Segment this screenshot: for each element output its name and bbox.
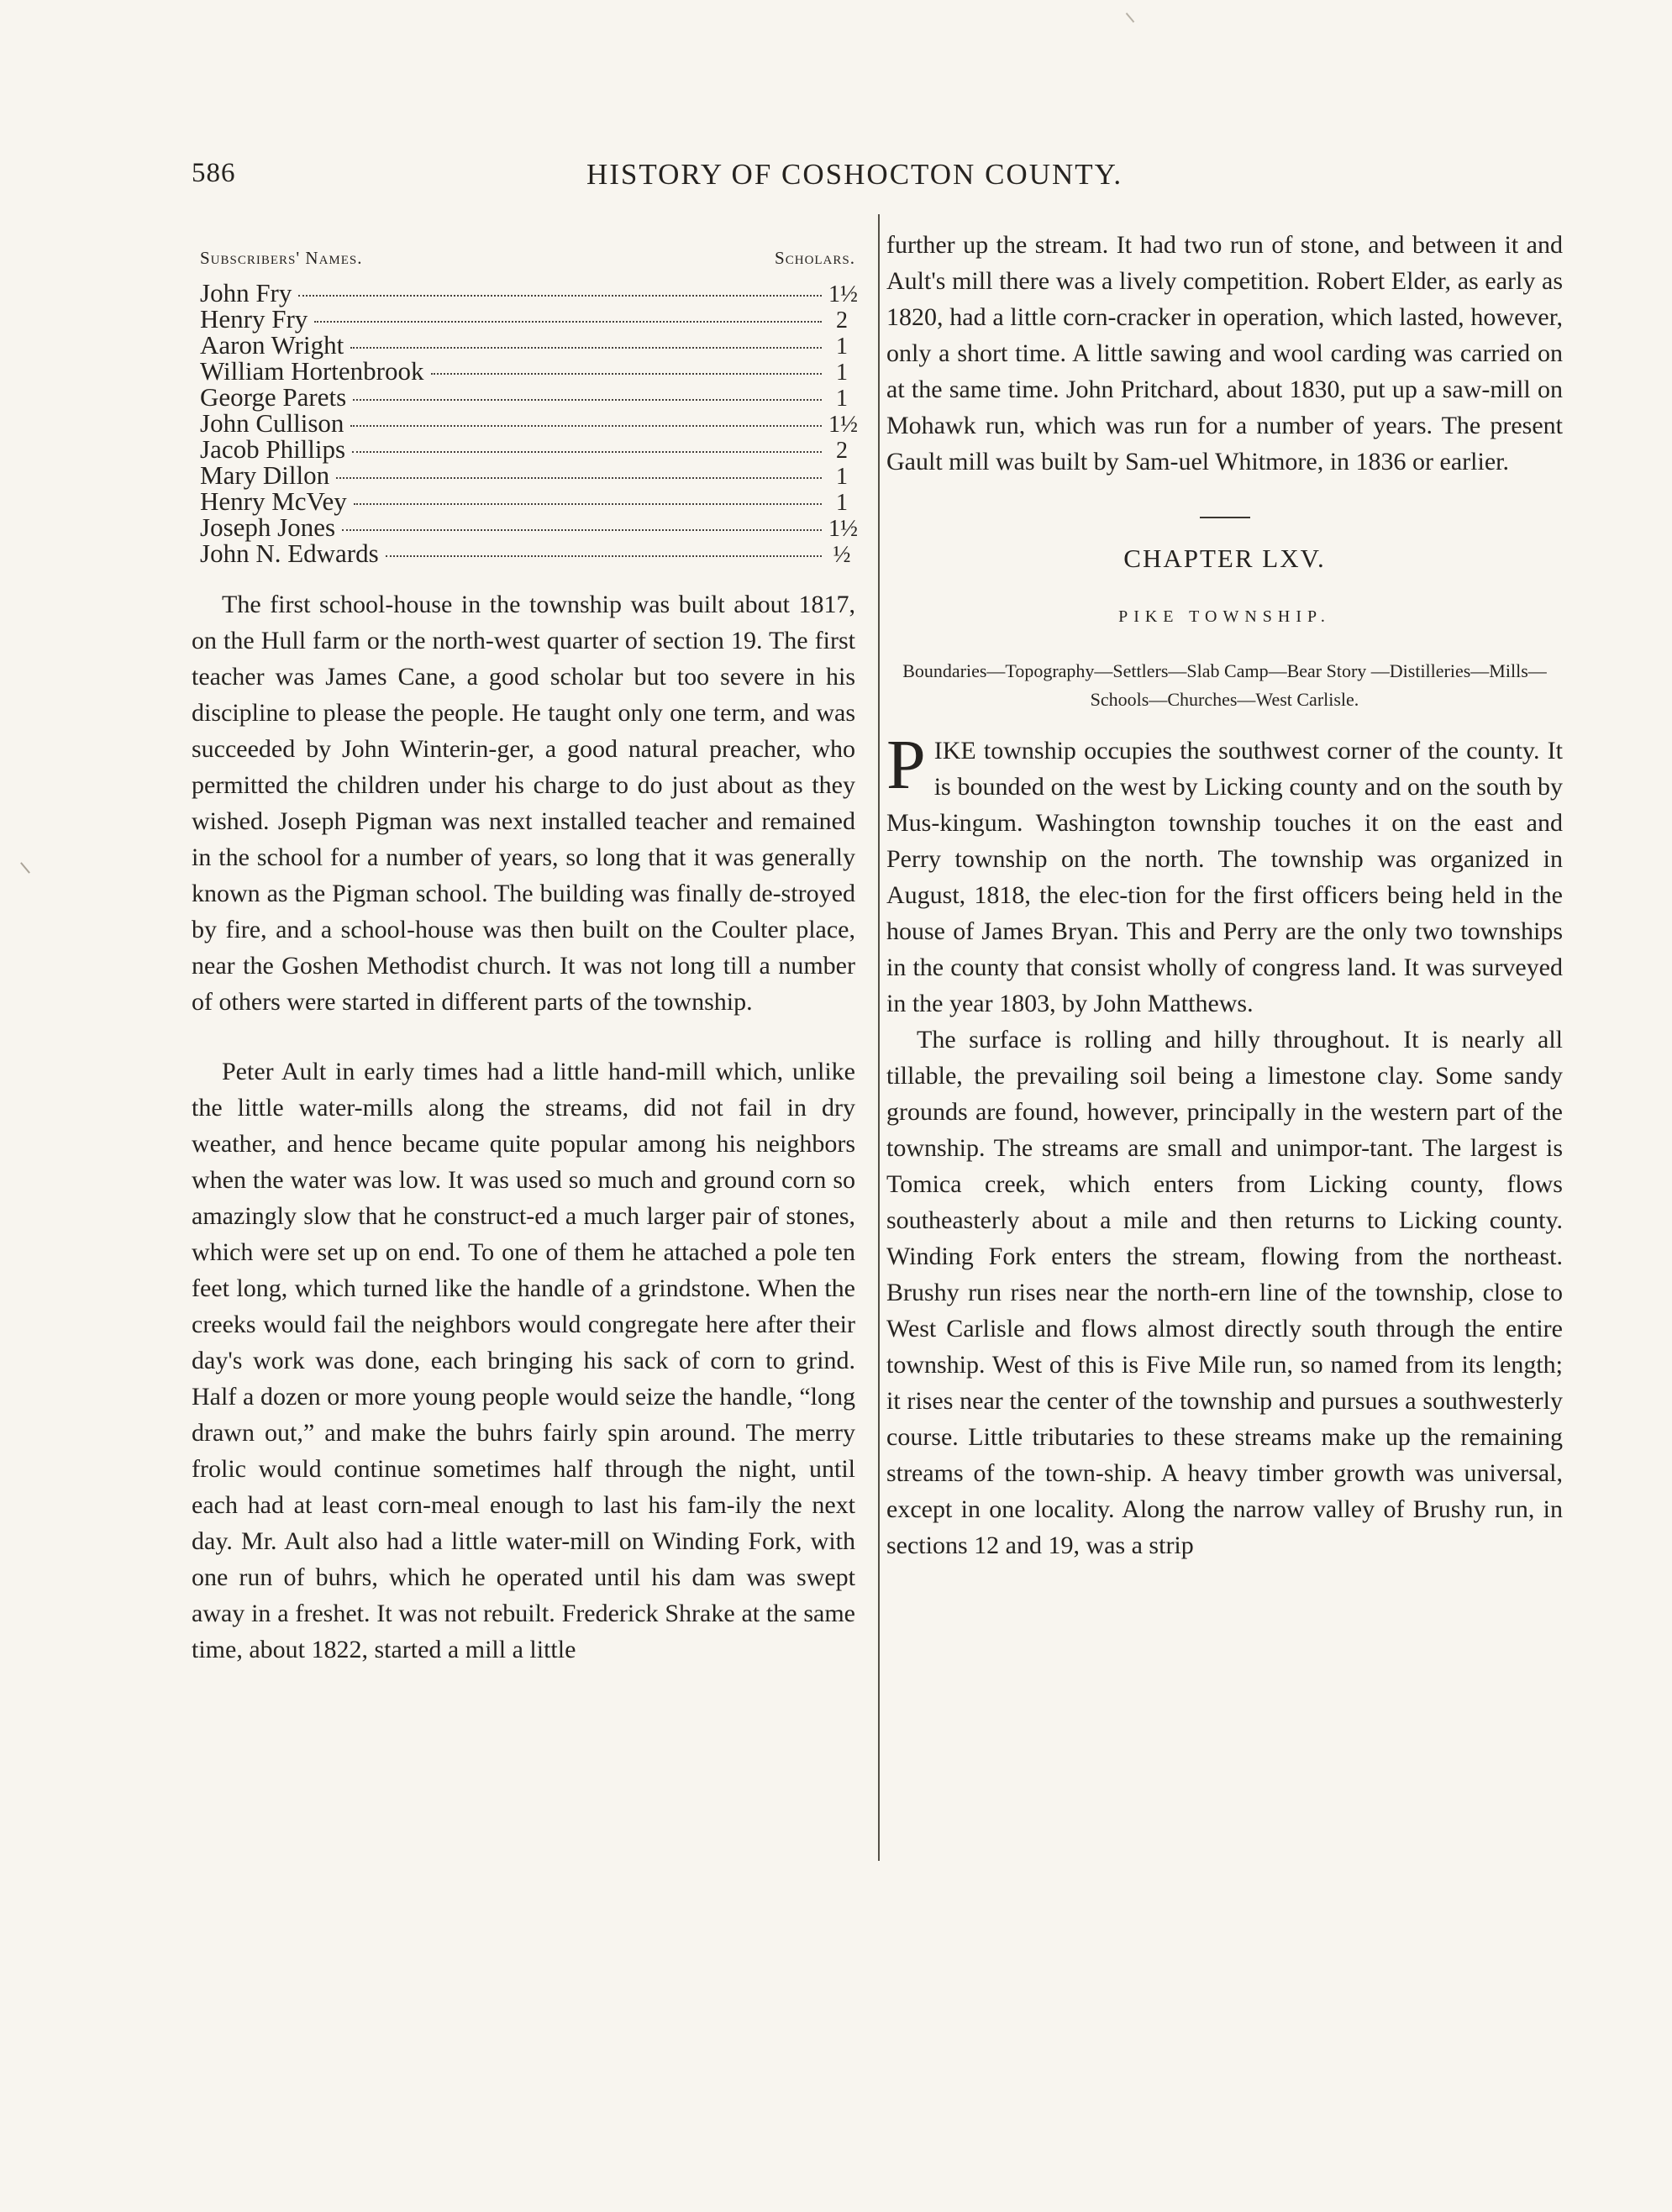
leader-dots (298, 295, 822, 297)
subscriber-table-header (192, 248, 855, 280)
leader-dots (350, 347, 822, 349)
subscriber-name: John Cullison (200, 408, 344, 438)
subscriber-row (200, 306, 855, 332)
paragraph-gap (192, 1020, 855, 1053)
subscriber-row (200, 278, 858, 307)
page-mark (20, 862, 30, 874)
subscriber-name: George Parets (200, 382, 347, 412)
chapter-title: CHAPTER LXV. (1123, 544, 1326, 573)
leader-dots (354, 503, 822, 505)
subscriber-name: Henry Fry (200, 304, 308, 334)
scholar-count: 1 (836, 360, 848, 386)
scholar-count: ½ (833, 542, 851, 568)
names-column-header: Subscribers' Names. (200, 248, 363, 268)
subscriber-name: Aaron Wright (200, 330, 344, 360)
left-column (192, 227, 858, 1668)
drop-cap: P (886, 726, 926, 804)
right-column-inner (878, 227, 1563, 1563)
scholars-column-header: Scholars. (775, 248, 855, 268)
leader-dots (431, 373, 823, 375)
leader-dots (386, 555, 822, 557)
body-paragraph: The surface is rolling and hilly throughout. It is nearly all tillable, the prevailing soil being a limestone clay. Some sandy grounds are found, however, principally in the western part of the township. The streams are small and unimpor-tant. The largest is Tomica creek, which enters from Licking county, flows southeasterly about a mile and then returns to Licking county. Winding Fork enters the stream, flowing from the northeast. Brushy run rises near the north-ern line of the township, close to West Carlisle and flows almost directly south through the entire township. West of this is Five Mile run, so named from its length; it rises near the center of the township and pursues a southwesterly course. Little tributaries to these streams make up the remaining streams of the town-ship. A heavy timber growth was universal, except in one locality. Along the narrow valley of Brushy run, in sections 12 and 19, was a strip (886, 1026, 1563, 1559)
subscriber-name: William Hortenbrook (200, 356, 424, 386)
scholar-count: 1 (836, 490, 848, 516)
leader-dots (350, 425, 822, 427)
subscriber-row (200, 540, 855, 566)
subscriber-name: Jacob Phillips (200, 434, 346, 464)
chapter-opening-paragraph (886, 726, 1563, 1022)
subscriber-row (200, 358, 855, 384)
subscriber-row (200, 332, 855, 358)
scholar-count: 1½ (828, 412, 858, 438)
subscriber-row (200, 488, 855, 514)
page-header (192, 158, 1208, 200)
leader-dots (342, 529, 822, 531)
subscriber-name: John Fry (200, 278, 292, 307)
chapter-subtitle: PIKE TOWNSHIP. (1118, 607, 1331, 626)
running-title: HISTORY OF COSHOCTON COUNTY. (586, 158, 1123, 191)
chapter-synopsis: Boundaries—Topography—Settlers—Slab Camp—Bear Story —Distilleries—Mills—Schools—Churches—West Carlisle. (902, 660, 1547, 710)
section-rule (1200, 517, 1250, 518)
leader-dots (353, 399, 822, 401)
scholar-count: 1½ (828, 281, 858, 307)
subscriber-row (200, 408, 858, 438)
subscriber-name: Mary Dillon (200, 460, 330, 490)
scholar-count: 2 (836, 438, 848, 464)
leader-dots (336, 477, 822, 479)
subscriber-row (200, 384, 855, 410)
scholar-count: 2 (836, 307, 848, 334)
body-paragraph: further up the stream. It had two run of stone, and between it and Ault's mill there was a lively competition. Robert Elder, as early as 1820, had a little corn-cracker in operation, which lasted, however, only a short time. A little sawing and wool carding was carried on at the same time. John Pritchard, about 1830, put up a saw-mill on Mohawk run, which was run for a number of years. The present Gault mill was built by Sam-uel Whitmore, in 1836 or earlier. (886, 231, 1563, 476)
page-number: 586 (192, 158, 236, 188)
subscriber-row (200, 512, 858, 542)
subscriber-name: Joseph Jones (200, 512, 336, 542)
opening-text: IKE township occupies the southwest corner of the county. It is bounded on the west by Licking county and on the south by Mus-kingum. Washington township touches it on the east and Perry township on the north. The township was organized in August, 1818, the elec-tion for the first officers being held in the house of James Bryan. This and Perry are the only two townships in the county that consist wholly of congress land. It was surveyed in the year 1803, by John Matthews. (886, 737, 1563, 1017)
scholar-count: 1 (836, 386, 848, 412)
scholar-count: 1½ (828, 516, 858, 542)
body-paragraph: Peter Ault in early times had a little hand-mill which, unlike the little water-mills along the streams, did not fail in dry weather, and hence became quite popular among his neighbors when the water was low. It was used so much and ground corn so amazingly slow that he construct-ed a much larger pair of stones, which were set up on end. To one of them he attached a pole ten feet long, which turned like the handle of a grindstone. When the creeks would fail the neighbors would congregate here after their day's work was done, each bringing his sack of corn to grind. Half a dozen or more young people would seize the handle, “long drawn out,” and make the buhrs fairly spin around. The merry frolic would continue sometimes half through the night, until each had at least corn-meal enough to last his fam-ily the next day. Mr. Ault also had a little water-mill on Winding Fork, with one run of buhrs, which he operated until his dam was swept away in a freshet. It was not rebuilt. Frederick Shrake at the same time, about 1822, started a mill a little (192, 1058, 855, 1663)
page-mark (1126, 13, 1135, 23)
scholar-count: 1 (836, 334, 848, 360)
scholar-count: 1 (836, 464, 848, 490)
subscriber-row (200, 462, 855, 488)
subscriber-row (200, 436, 855, 462)
subscriber-name: Henry McVey (200, 486, 347, 516)
subscriber-name: John N. Edwards (200, 539, 379, 568)
leader-dots (314, 321, 822, 323)
right-column (878, 227, 1563, 1563)
body-paragraph: The first school-house in the township was built about 1817, on the Hull farm or the north-west quarter of section 19. The first teacher was James Cane, a good scholar but too severe in his discipline to please the people. He taught only one term, and was succeeded by John Winterin-ger, a good natural preacher, who permitted the children under his charge to do just about as they wished. Joseph Pigman was next installed teacher and remained in the school for a number of years, so long that it was generally known as the Pigman school. The building was finally de-stroyed by fire, and a school-house was then built on the Coulter place, near the Goshen Methodist church. It was not long till a number of others were started in different parts of the township. (192, 591, 855, 1016)
leader-dots (352, 451, 822, 453)
subscriber-list (200, 278, 858, 568)
